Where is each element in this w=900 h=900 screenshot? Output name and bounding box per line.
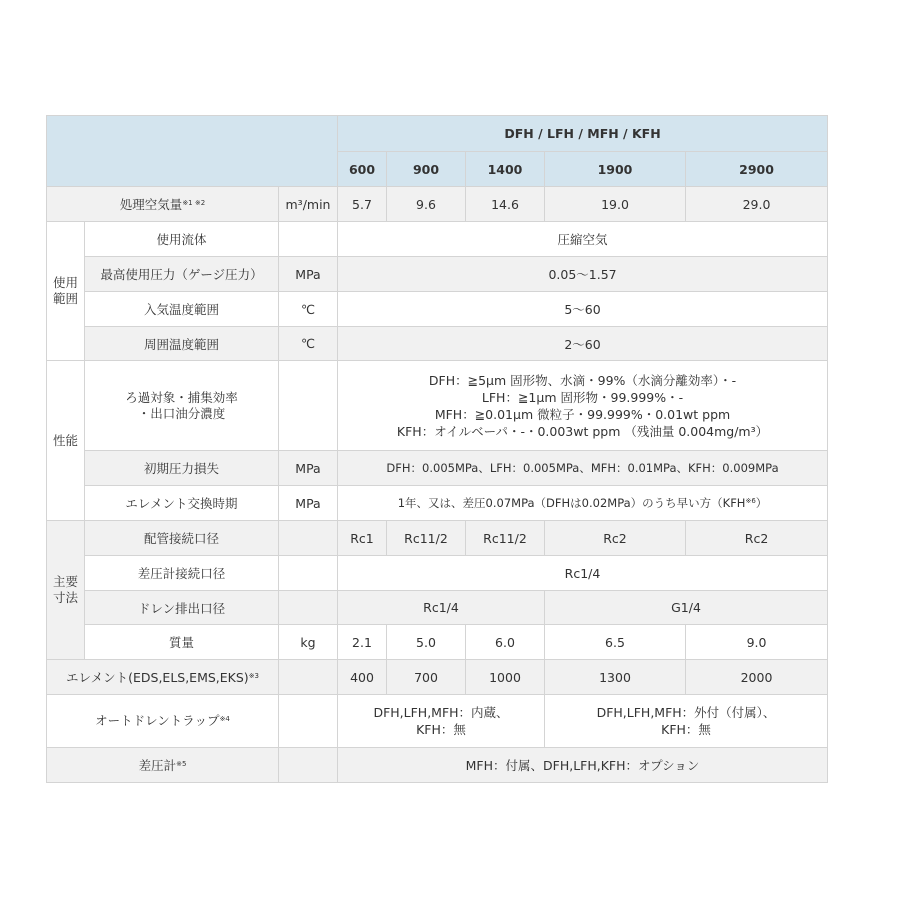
gauge-port-label: 差圧計接続口径: [85, 556, 279, 591]
diff-gauge-value: MFH：付属、DFH,LFH,KFH：オプション: [338, 748, 828, 783]
category-dimensions: 主要寸法: [47, 521, 85, 660]
drain-unit: [279, 591, 338, 625]
mass-unit: kg: [279, 625, 338, 660]
gauge-port-value: Rc1/4: [338, 556, 828, 591]
element-value-1900: 1300: [545, 660, 686, 695]
pipe-label: 配管接続口径: [85, 521, 279, 556]
inlet-temp-value: 5～60: [338, 292, 828, 327]
inlet-temp-unit: ℃: [279, 292, 338, 327]
row-inlet-temp: [47, 292, 828, 327]
diff-gauge-unit: [279, 748, 338, 783]
fluid-value: 圧縮空気: [338, 222, 828, 257]
gauge-port-unit: [279, 556, 338, 591]
element-change-note: ※6: [745, 497, 756, 505]
pressure-label: 最高使用圧力（ゲージ圧力）: [85, 257, 279, 292]
element-value-900: 700: [387, 660, 466, 695]
flow-value-2900: 29.0: [686, 187, 828, 222]
mass-value-1900: 6.5: [545, 625, 686, 660]
row-auto-drain: [47, 695, 828, 748]
flow-value-900: 9.6: [387, 187, 466, 222]
pipe-value-1900: Rc2: [545, 521, 686, 556]
drain-label: ドレン排出口径: [85, 591, 279, 625]
row-filtration: [47, 361, 828, 451]
auto-drain-unit: [279, 695, 338, 748]
filtration-line-dfh: DFH：≧5μm 固形物、水滴・99%（水滴分離効率）・-: [428, 372, 737, 388]
mass-value-600: 2.1: [338, 625, 387, 660]
auto-drain-note: ※4: [219, 715, 230, 723]
element-value-1400: 1000: [466, 660, 545, 695]
filtration-line-kfh: KFH：オイルベーパ・-・0.003wt ppm （残油量 0.004mg/m³）: [396, 423, 769, 439]
row-diff-gauge: [47, 748, 828, 783]
header-model-900: 900: [387, 152, 466, 187]
flow-value-1900: 19.0: [545, 187, 686, 222]
header-model-1400: 1400: [466, 152, 545, 187]
mass-value-2900: 9.0: [686, 625, 828, 660]
filtration-value: [338, 361, 828, 451]
row-pipe: [47, 521, 828, 556]
header-model-group: DFH / LFH / MFH / KFH: [338, 116, 828, 152]
element-unit: [279, 660, 338, 695]
row-pressure-loss: [47, 451, 828, 486]
pipe-value-600: Rc1: [338, 521, 387, 556]
diff-gauge-label: 差圧計$^{※5}$: [47, 748, 279, 783]
element-change-unit: MPa: [279, 486, 338, 521]
flow-value-1400: 14.6: [466, 187, 545, 222]
fluid-unit: [279, 222, 338, 257]
element-note: ※3: [248, 672, 260, 680]
header-model-1900: 1900: [545, 152, 686, 187]
row-flow: [47, 187, 828, 222]
pipe-unit: [279, 521, 338, 556]
row-gauge-port: [47, 556, 828, 591]
row-element: [47, 660, 828, 695]
header-model-600: 600: [338, 152, 387, 187]
auto-drain-value-external: DFH,LFH,MFH：外付（付属）、 KFH：無: [545, 695, 828, 748]
row-pressure: [47, 257, 828, 292]
auto-drain-label: オートドレントラップ$^{※4}$: [47, 695, 279, 748]
inlet-temp-label: 入気温度範囲: [85, 292, 279, 327]
ambient-temp-label: 周囲温度範囲: [85, 327, 279, 361]
row-drain: [47, 591, 828, 625]
drain-value-large: G1/4: [545, 591, 828, 625]
mass-value-1400: 6.0: [466, 625, 545, 660]
row-element-change: [47, 486, 828, 521]
diff-gauge-note: ※5: [176, 760, 187, 768]
filtration-label-line2: ・出口油分濃度: [137, 405, 226, 421]
filtration-label: [85, 361, 279, 451]
fluid-label: 使用流体: [85, 222, 279, 257]
pressure-loss-value: DFH：0.005MPa、LFH：0.005MPa、MFH：0.01MPa、KFH：0.009MPa: [338, 451, 828, 486]
category-performance: 性能: [47, 361, 85, 521]
mass-label: 質量: [85, 625, 279, 660]
ambient-temp-unit: ℃: [279, 327, 338, 361]
element-change-label: エレメント交換時期: [85, 486, 279, 521]
filtration-label-line1: ろ過対象・捕集効率: [125, 389, 238, 405]
filtration-line-lfh: LFH：≧1μm 固形物・99.999%・-: [481, 389, 684, 405]
header-model-2900: 2900: [686, 152, 828, 187]
element-value-600: 400: [338, 660, 387, 695]
pipe-value-900: Rc11/2: [387, 521, 466, 556]
flow-value-600: 5.7: [338, 187, 387, 222]
row-mass: [47, 625, 828, 660]
pipe-value-2900: Rc2: [686, 521, 828, 556]
filtration-line-mfh: MFH：≧0.01μm 微粒子・99.999%・0.01wt ppm: [434, 406, 731, 422]
pipe-value-1400: Rc11/2: [466, 521, 545, 556]
element-change-value: 1年、又は、差圧0.07MPa（DFHは0.02MPa）のうち早い方（KFH$^{※6}$）: [338, 486, 828, 521]
mass-value-900: 5.0: [387, 625, 466, 660]
flow-unit: m³/min: [279, 187, 338, 222]
flow-label: 処理空気量$^{※1 ※2}$: [47, 187, 279, 222]
element-value-2900: 2000: [686, 660, 828, 695]
spec-table: [46, 115, 828, 783]
pressure-loss-unit: MPa: [279, 451, 338, 486]
drain-value-small: Rc1/4: [338, 591, 545, 625]
auto-drain-value-internal: DFH,LFH,MFH：内蔵、 KFH：無: [338, 695, 545, 748]
ambient-temp-value: 2～60: [338, 327, 828, 361]
element-label: エレメント$(EDS,ELS,EMS,EKS)^{※3}$: [47, 660, 279, 695]
row-fluid: [47, 222, 828, 257]
row-ambient-temp: [47, 327, 828, 361]
flow-note: ※1 ※2: [182, 199, 206, 207]
pressure-unit: MPa: [279, 257, 338, 292]
filtration-unit: [279, 361, 338, 451]
header-blank: [47, 116, 338, 187]
pressure-loss-label: 初期圧力損失: [85, 451, 279, 486]
category-use: 使用範囲: [47, 222, 85, 361]
pressure-value: 0.05～1.57: [338, 257, 828, 292]
